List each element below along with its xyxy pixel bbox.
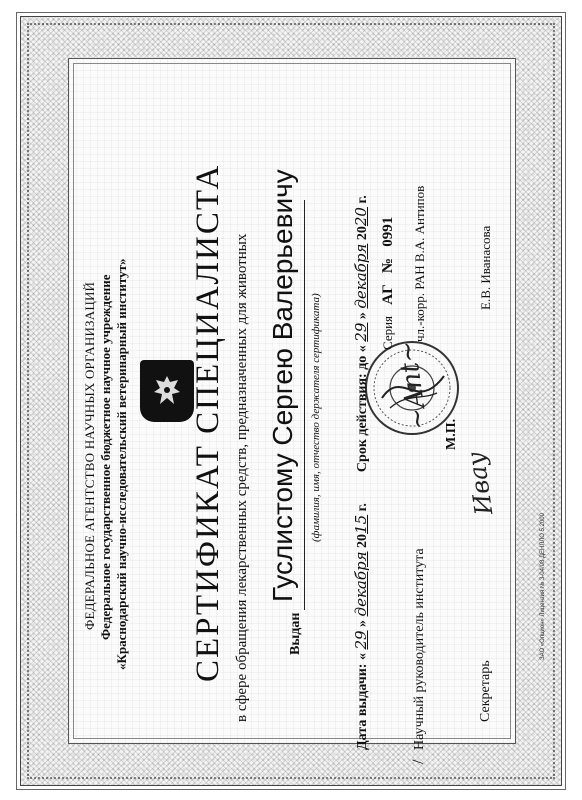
director-title: Научный руководитель института [412,548,427,750]
validity-day: 29 [352,322,370,342]
issue-day: 29 [352,630,370,650]
issue-date-label: Дата выдачи: [355,663,370,750]
validity-month: декабря [352,243,370,309]
series-value: АГ [380,284,396,305]
certificate-subtitle: в сфере обращения лекарственных средств, предназначенных для животных [234,233,250,722]
validity-label: Срок действия: до [355,355,370,473]
holder-name-caption: (фамилия, имя, отчество держателя сертификата) [310,293,322,542]
printer-license-code: ЗАО «Опцион» Лицензия № 3-04/08 ДЕНЛЛО 5.2000 [540,513,546,660]
issue-year-suffix: 15 [352,514,370,534]
issue-month: декабря [352,551,370,617]
certificate-title: СЕРТИФИКАТ СПЕЦИАЛИСТА [190,163,226,682]
issue-year-prefix: 20 [355,533,370,548]
secretary-signature: Ивау [461,450,499,517]
number-sign: № [380,257,396,274]
director-name: чл.-корр. РАН В.А. Антипов [412,185,427,342]
certificate-number: 0991 [380,216,396,247]
seal-place-label: М.П. [444,418,459,450]
director-signature: ~Ant~ [391,338,435,432]
institution-type: Федеральное государственное бюджетное научное учреждение [98,274,113,640]
issued-label: Выдан [288,612,303,655]
secretary-name: Е.В. Иванасова [478,225,493,310]
secretary-title: Секретарь [478,660,493,722]
dates-row: Дата выдачи: « 29 » декабря 2015 г. Срок действия: до « 29 » декабря 2020 г. [352,195,370,750]
validity-year-unit: г. [355,195,370,204]
institution-name: «Краснодарский научно-исследовательский ветеринарный институт» [114,258,129,670]
validity-year-suffix: 20 [352,207,370,227]
certificate-content [82,50,502,764]
issue-year-unit: г. [355,503,370,512]
series-number [380,217,397,350]
validity-year-prefix: 20 [355,226,370,241]
agency-name: ФЕДЕРАЛЬНОЕ АГЕНТСТВО НАУЧНЫХ ОРГАНИЗАЦИЙ [82,281,97,630]
check-mark: / [410,759,427,764]
series-label: Серия [380,315,395,350]
holder-name: Гуслистому Сергею Валерьевичу [267,169,298,602]
issued-underline [304,200,305,610]
